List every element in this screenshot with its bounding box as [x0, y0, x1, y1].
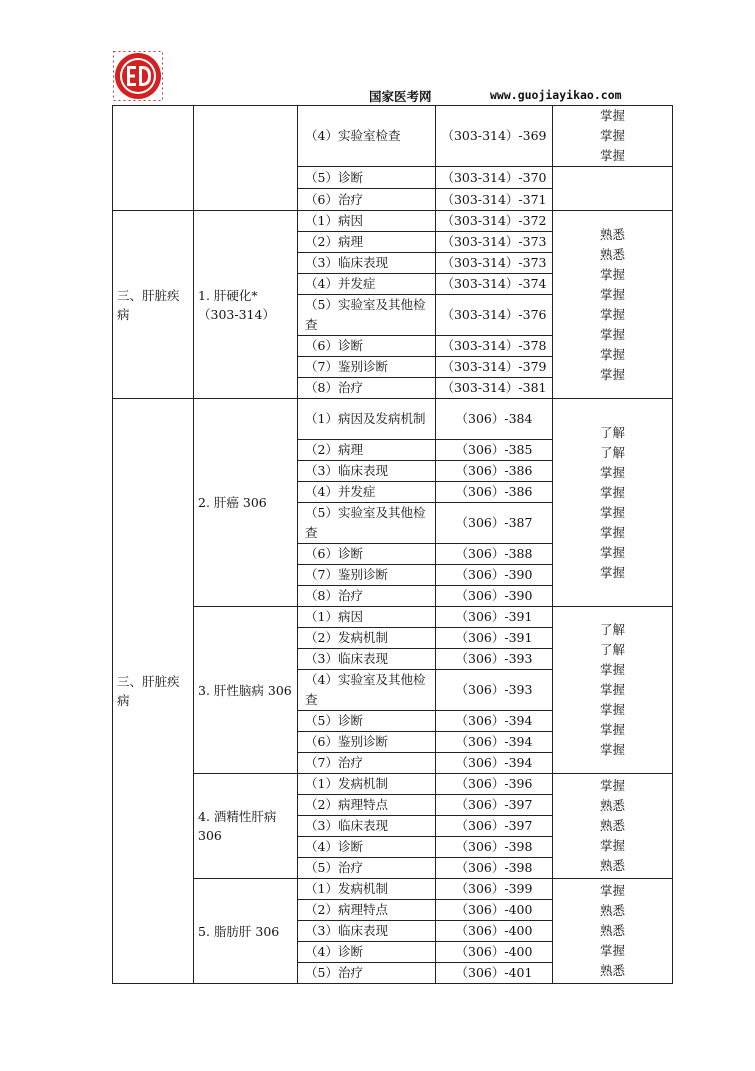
mastery-level: 掌握	[599, 943, 625, 958]
page-ref-cell: （306）-386	[436, 461, 553, 482]
mastery-level: 熟悉	[599, 798, 625, 813]
page-ref-cell: （303-314）-381	[436, 378, 553, 399]
item-cell: （3）临床表现	[298, 253, 436, 274]
page-ref-cell: （303-314）-371	[436, 189, 553, 211]
mastery-level: 掌握	[599, 326, 625, 342]
mastery-level: 了解	[599, 444, 625, 460]
topic-cell: 2. 肝癌 306	[194, 399, 298, 607]
mastery-level: 掌握	[599, 662, 625, 677]
page-ref-cell: （306）-397	[436, 795, 553, 816]
table-row	[113, 607, 673, 628]
item-cell: （1）病因及发病机制	[298, 399, 436, 440]
page-ref-cell: （306）-394	[436, 711, 553, 732]
page-ref-cell: （306）-401	[436, 963, 553, 984]
topic-cell: 4. 酒精性肝病 306	[194, 774, 298, 879]
mastery-level: 掌握	[599, 346, 625, 362]
table-row	[113, 106, 673, 167]
item-cell: （6）鉴别诊断	[298, 732, 436, 753]
mastery-level: 掌握	[599, 838, 625, 853]
page-ref-cell: （306）-400	[436, 900, 553, 921]
page-ref-cell: （303-314）-372	[436, 211, 553, 232]
item-cell: （1）病因	[298, 607, 436, 628]
mastery-level-cell	[553, 774, 673, 879]
page-ref-cell: （306）-390	[436, 586, 553, 607]
mastery-level-cell	[553, 879, 673, 984]
item-cell: （5）治疗	[298, 963, 436, 984]
topic-cell: 3. 肝性脑病 306	[194, 607, 298, 774]
item-cell: （8）治疗	[298, 586, 436, 607]
item-cell: （4）并发症	[298, 274, 436, 295]
page-ref-cell: （306）-398	[436, 837, 553, 858]
mastery-level: 掌握	[599, 524, 625, 540]
mastery-level: 掌握	[599, 778, 625, 793]
item-cell: （4）诊断	[298, 942, 436, 963]
item-cell: （2）病理特点	[298, 795, 436, 816]
page-ref-cell: （306）-394	[436, 753, 553, 774]
page-ref-cell: （303-314）-370	[436, 167, 553, 189]
item-cell: （3）临床表现	[298, 921, 436, 942]
mastery-level: 掌握	[599, 722, 625, 737]
mastery-level: 掌握	[599, 286, 625, 302]
item-cell: （7）鉴别诊断	[298, 565, 436, 586]
topic-cell: 1. 肝硬化*（303-314）	[194, 211, 298, 399]
page-ref-cell: （306）-391	[436, 628, 553, 649]
page-ref-cell: （306）-397	[436, 816, 553, 837]
header-site-name: 国家医考网	[369, 89, 432, 104]
item-cell: （5）实验室及其他检查	[298, 503, 436, 544]
section-cell	[113, 106, 194, 211]
page-ref-cell: （303-314）-376	[436, 295, 553, 336]
mastery-level: 掌握	[599, 504, 625, 520]
page-ref-cell: （306）-394	[436, 732, 553, 753]
page-ref-cell: （306）-398	[436, 858, 553, 879]
mastery-level: 掌握	[599, 128, 625, 143]
mastery-level: 熟悉	[599, 246, 625, 262]
mastery-level: 熟悉	[599, 818, 625, 833]
page-ref-cell: （303-314）-373	[436, 232, 553, 253]
mastery-level-cell	[553, 607, 673, 774]
page-ref-cell: （306）-390	[436, 565, 553, 586]
page-ref-cell: （303-314）-373	[436, 253, 553, 274]
item-cell: （4）实验室检查	[298, 106, 436, 167]
table-row	[113, 399, 673, 440]
mastery-level: 掌握	[599, 148, 625, 163]
header-url[interactable]: www.guojiayikao.com	[490, 88, 622, 102]
mastery-level: 掌握	[599, 564, 625, 580]
page-ref-cell: （306）-393	[436, 670, 553, 711]
item-cell: （3）临床表现	[298, 649, 436, 670]
page-ref-cell: （303-314）-378	[436, 336, 553, 357]
item-cell: （3）临床表现	[298, 461, 436, 482]
item-cell: （5）治疗	[298, 858, 436, 879]
mastery-level: 掌握	[599, 266, 625, 282]
item-cell: （5）诊断	[298, 711, 436, 732]
mastery-level: 掌握	[599, 306, 625, 322]
mastery-level: 熟悉	[599, 903, 625, 918]
mastery-level-cell	[553, 106, 673, 167]
mastery-level: 掌握	[599, 366, 625, 382]
mastery-level-cell	[553, 399, 673, 607]
page-ref-cell: （303-314）-369	[436, 106, 553, 167]
site-logo	[113, 51, 163, 101]
item-cell: （2）病理	[298, 440, 436, 461]
page-ref-cell: （303-314）-379	[436, 357, 553, 378]
mastery-level: 熟悉	[599, 226, 625, 242]
item-cell: （2）病理特点	[298, 900, 436, 921]
item-cell: （4）并发症	[298, 482, 436, 503]
mastery-level: 掌握	[599, 682, 625, 697]
item-cell: （7）鉴别诊断	[298, 357, 436, 378]
item-cell: （2）病理	[298, 232, 436, 253]
page-ref-cell: （306）-386	[436, 482, 553, 503]
table-row	[113, 774, 673, 795]
page-ref-cell: （306）-399	[436, 879, 553, 900]
mastery-level-cell	[553, 211, 673, 399]
mastery-level: 了解	[599, 424, 625, 440]
page-ref-cell: （306）-384	[436, 399, 553, 440]
item-cell: （5）诊断	[298, 167, 436, 189]
table-row	[113, 879, 673, 900]
page-ref-cell: （306）-387	[436, 503, 553, 544]
topic-cell	[194, 106, 298, 211]
mastery-level: 了解	[599, 622, 625, 637]
mastery-level: 掌握	[599, 702, 625, 717]
item-cell: （5）实验室及其他检查	[298, 295, 436, 336]
mastery-level: 掌握	[599, 108, 625, 123]
page-ref-cell: （306）-400	[436, 942, 553, 963]
item-cell: （2）发病机制	[298, 628, 436, 649]
mastery-level: 熟悉	[599, 858, 625, 873]
item-cell: （6）治疗	[298, 189, 436, 211]
page-ref-cell: （306）-391	[436, 607, 553, 628]
mastery-level: 掌握	[599, 883, 625, 898]
section-cell: 三、肝脏疾病	[113, 211, 194, 399]
table-row	[113, 211, 673, 232]
mastery-level: 掌握	[599, 484, 625, 500]
mastery-level: 掌握	[599, 464, 625, 480]
item-cell: （4）实验室及其他检查	[298, 670, 436, 711]
section-cell: 三、肝脏疾病	[113, 399, 194, 984]
item-cell: （6）诊断	[298, 544, 436, 565]
mastery-level: 熟悉	[599, 923, 625, 938]
item-cell: （7）治疗	[298, 753, 436, 774]
item-cell: （1）发病机制	[298, 879, 436, 900]
page-ref-cell: （303-314）-374	[436, 274, 553, 295]
mastery-level: 掌握	[599, 742, 625, 757]
item-cell: （1）发病机制	[298, 774, 436, 795]
item-cell: （8）治疗	[298, 378, 436, 399]
item-cell: （1）病因	[298, 211, 436, 232]
item-cell: （3）临床表现	[298, 816, 436, 837]
page-ref-cell: （306）-396	[436, 774, 553, 795]
page-ref-cell: （306）-400	[436, 921, 553, 942]
syllabus-table	[112, 105, 673, 984]
item-cell: （6）诊断	[298, 336, 436, 357]
mastery-level: 熟悉	[599, 963, 625, 978]
mastery-level-cell	[553, 167, 673, 211]
page-ref-cell: （306）-393	[436, 649, 553, 670]
item-cell: （4）诊断	[298, 837, 436, 858]
page-ref-cell: （306）-385	[436, 440, 553, 461]
topic-cell: 5. 脂肪肝 306	[194, 879, 298, 984]
page-ref-cell: （306）-388	[436, 544, 553, 565]
mastery-level: 了解	[599, 642, 625, 657]
mastery-level: 掌握	[599, 544, 625, 560]
